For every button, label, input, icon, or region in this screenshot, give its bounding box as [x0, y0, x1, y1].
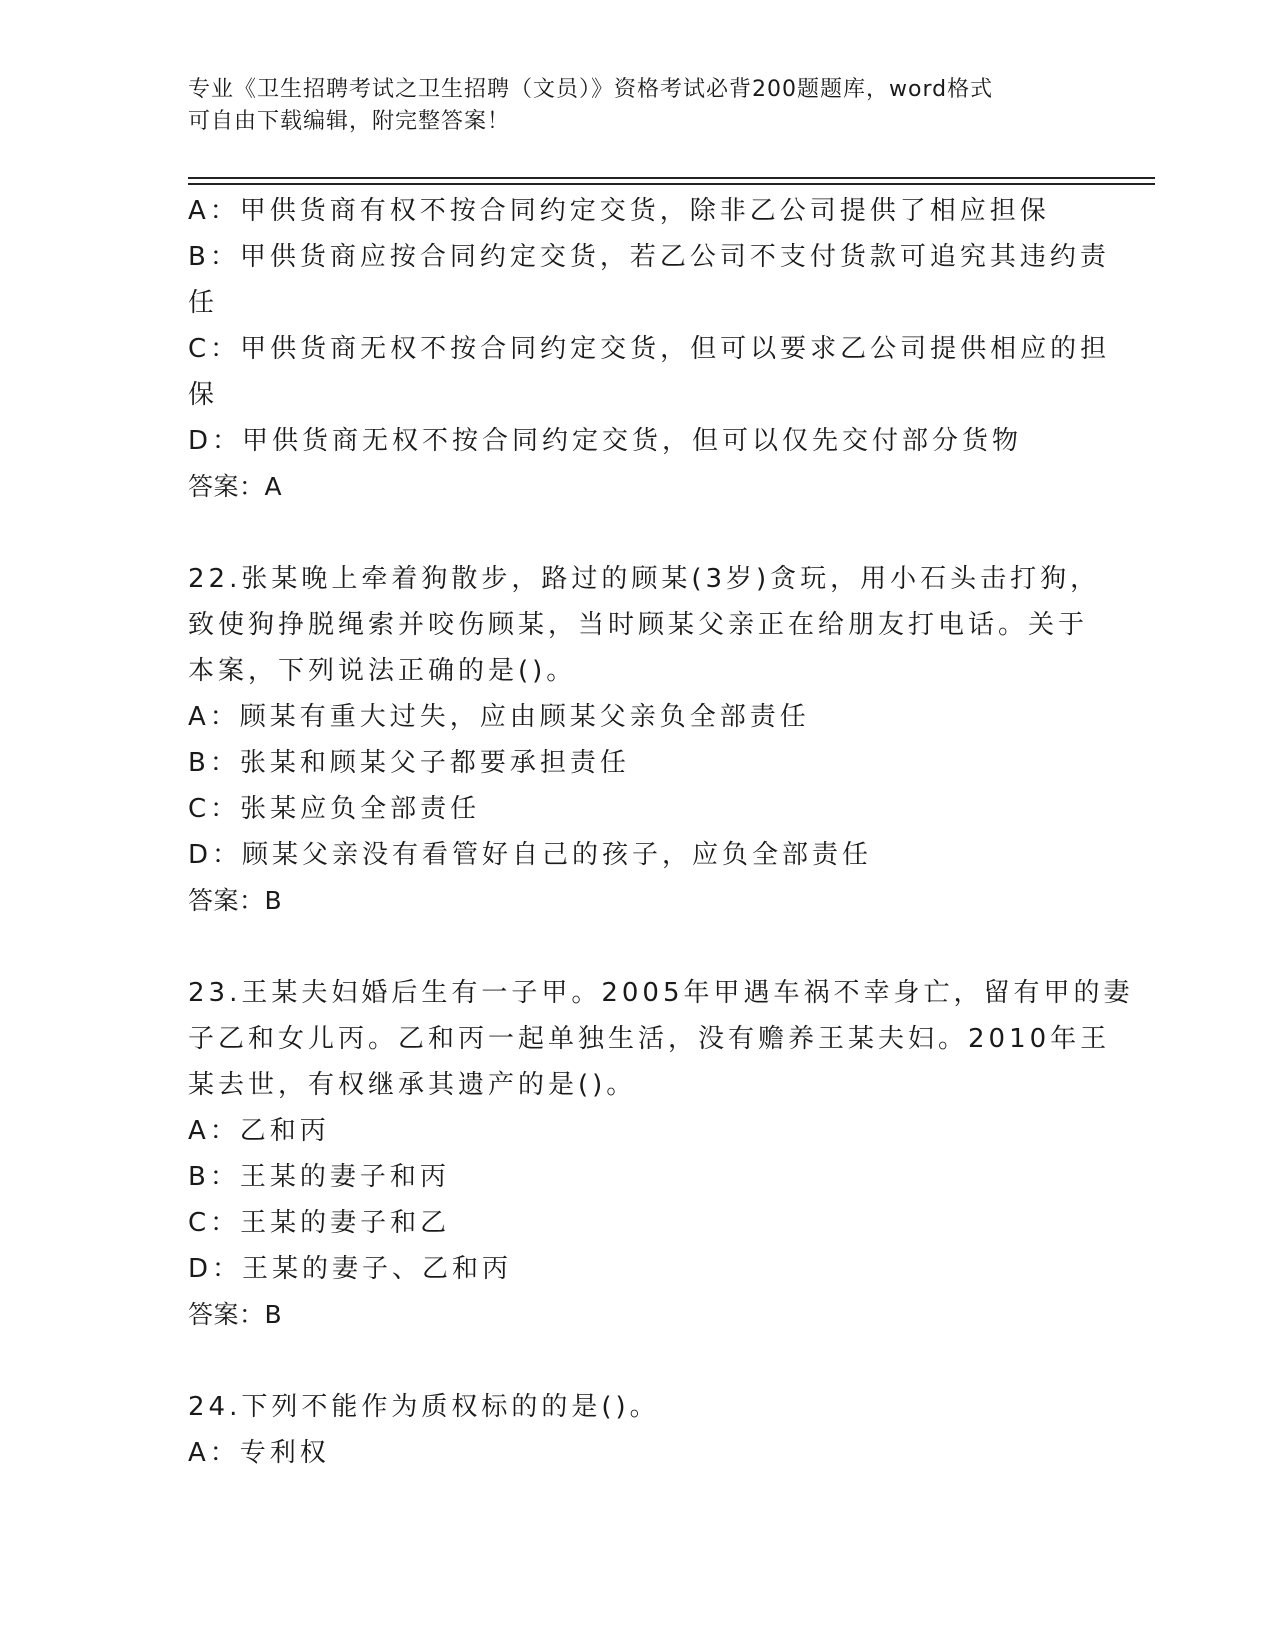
header-divider-bottom: [188, 183, 1155, 185]
question-stem: 23.王某夫妇婚后生有一子甲。2005年甲遇车祸不幸身亡，留有甲的妻: [188, 978, 1134, 1008]
option-c: C：甲供货商无权不按合同约定交货，但可以要求乙公司提供相应的担: [188, 334, 1111, 364]
option-b: B：甲供货商应按合同约定交货，若乙公司不支付货款可追究其违约责: [188, 242, 1110, 272]
spacer: [188, 510, 1088, 556]
option-b-continued: 任: [188, 288, 219, 318]
question-stem: 24.下列不能作为质权标的的是()。: [188, 1392, 660, 1422]
answer-line: 答案：B: [188, 1300, 283, 1329]
question-list: [188, 188, 1134, 1476]
spacer: [188, 924, 1088, 970]
option-a: A：专利权: [188, 1438, 330, 1468]
question-stem-continued: 某去世，有权继承其遗产的是()。: [188, 1070, 637, 1100]
option-d: D：甲供货商无权不按合同约定交货，但可以仅先交付部分货物: [188, 426, 1023, 456]
option-b: B：张某和顾某父子都要承担责任: [188, 748, 630, 778]
option-c-continued: 保: [188, 380, 219, 410]
question-21-options: [188, 188, 1111, 510]
spacer: [188, 1338, 1088, 1384]
option-d: D：王某的妻子、乙和丙: [188, 1254, 513, 1284]
header-divider-top: [188, 177, 1155, 179]
header-line-2: 可自由下载编辑，附完整答案！: [188, 109, 511, 134]
header-line-1: 专业《卫生招聘考试之卫生招聘（文员）》资格考试必背200题题库，word格式: [188, 77, 994, 102]
question-24: [188, 1384, 1088, 1476]
option-c: C：张某应负全部责任: [188, 794, 481, 824]
question-stem-continued: 本案，下列说法正确的是()。: [188, 656, 577, 686]
question-stem: 22.张某晚上牵着狗散步，路过的顾某(3岁)贪玩，用小石头击打狗，: [188, 564, 1101, 594]
answer-line: 答案：B: [188, 886, 283, 915]
option-b: B：王某的妻子和丙: [188, 1162, 450, 1192]
question-22: [188, 556, 1101, 924]
question-stem-continued: 致使狗挣脱绳索并咬伤顾某，当时顾某父亲正在给朋友打电话。关于: [188, 610, 1089, 640]
option-c: C：王某的妻子和乙: [188, 1208, 451, 1238]
option-a: A：甲供货商有权不按合同约定交货，除非乙公司提供了相应担保: [188, 196, 1050, 226]
option-d: D：顾某父亲没有看管好自己的孩子，应负全部责任: [188, 840, 873, 870]
question-23: [188, 970, 1134, 1338]
option-a: A：顾某有重大过失，应由顾某父亲负全部责任: [188, 702, 810, 732]
option-a: A：乙和丙: [188, 1116, 330, 1146]
answer-line: 答案：A: [188, 472, 283, 501]
question-stem-continued: 子乙和女儿丙。乙和丙一起单独生活，没有赡养王某夫妇。2010年王: [188, 1024, 1111, 1054]
document-header: [188, 74, 1068, 138]
